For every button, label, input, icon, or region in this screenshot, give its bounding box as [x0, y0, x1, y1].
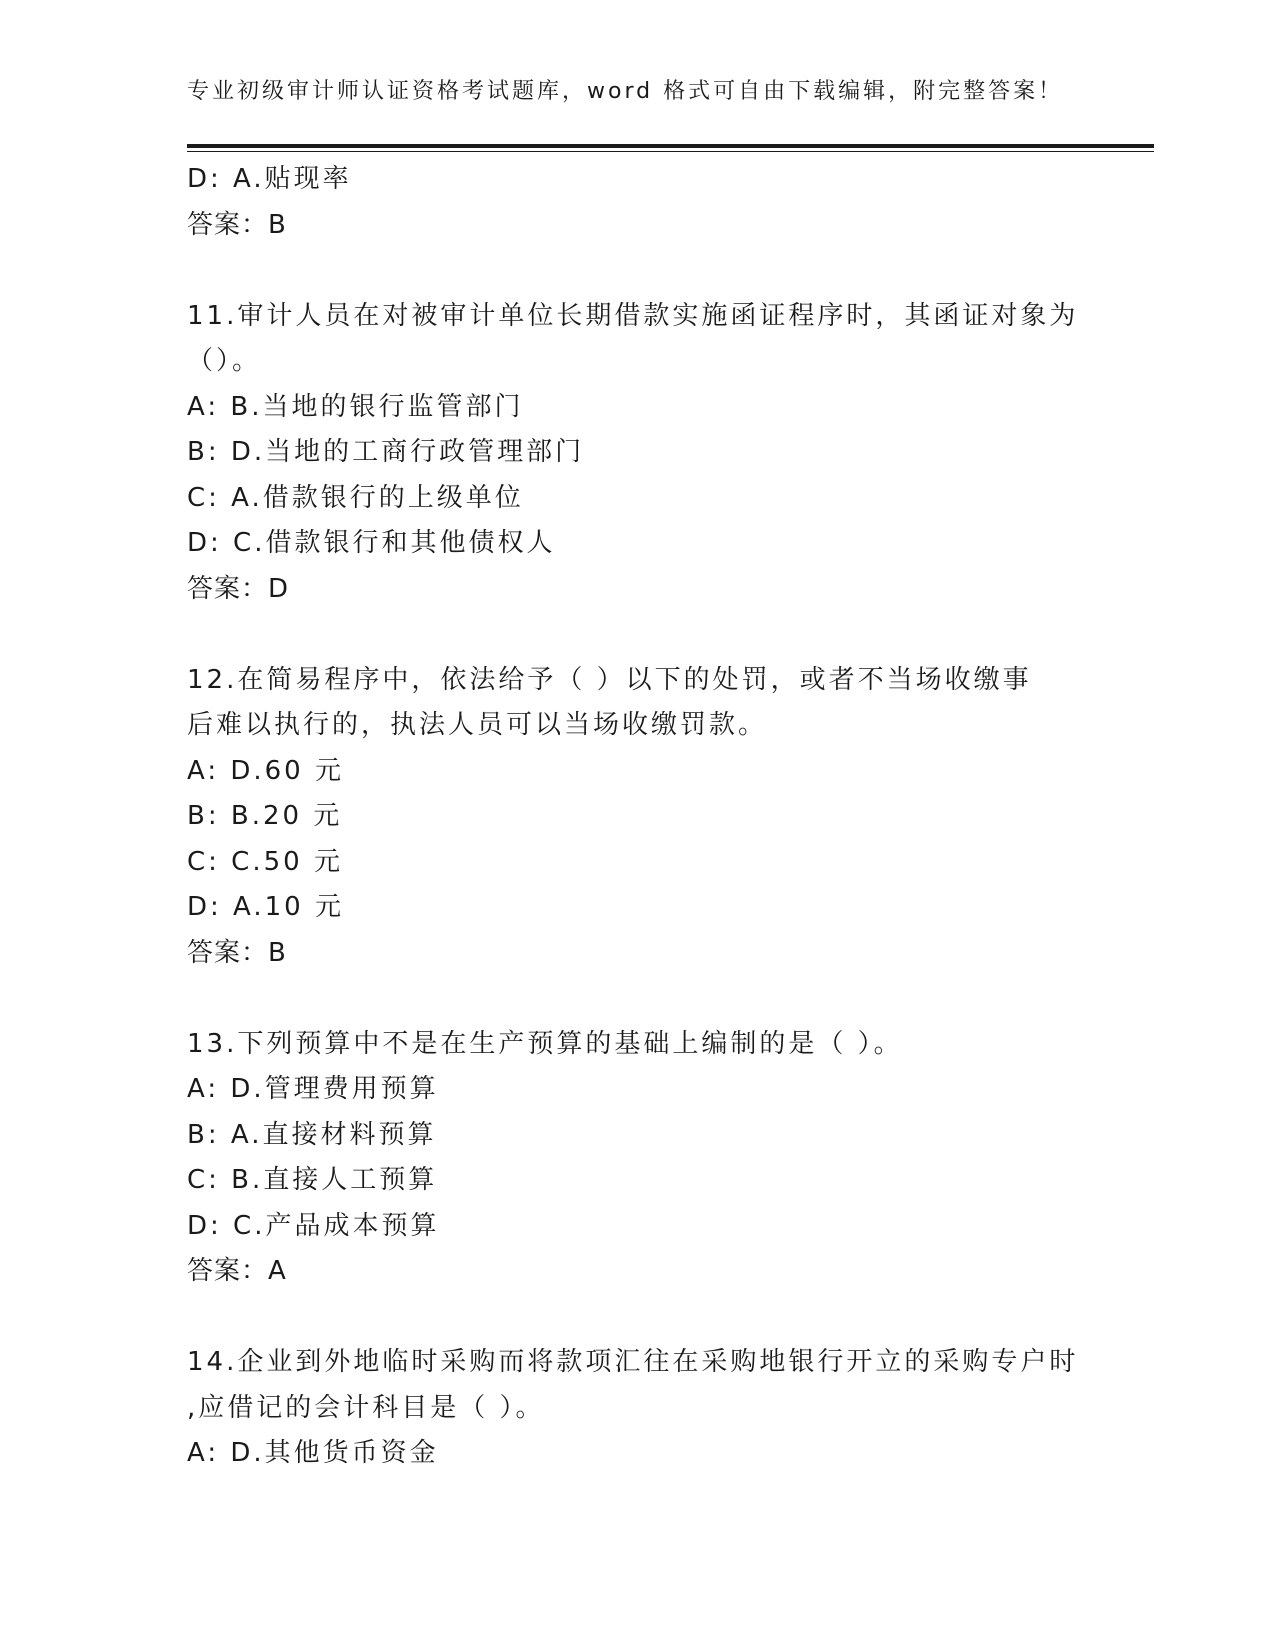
answer-label: 答案： [187, 573, 269, 604]
answer-value: B [268, 209, 286, 240]
question-stem: ,应借记的会计科目是（ ）。 [187, 1392, 545, 1423]
option-line: C: A.借款银行的上级单位 [187, 482, 524, 513]
option-line: C: B.直接人工预算 [187, 1165, 438, 1195]
spacer [187, 976, 1087, 1022]
question-stem: 14.企业到外地临时采购而将款项汇往在采购地银行开立的采购专户时 [187, 1347, 1079, 1377]
header-rule-thick [187, 144, 1154, 148]
answer-line [187, 1249, 1087, 1295]
answer-line [187, 567, 1087, 613]
spacer [187, 612, 1087, 658]
header-rule-thin [187, 151, 1154, 152]
option-line: C: C.50 元 [187, 846, 343, 877]
spacer [187, 248, 1087, 294]
option-line: B: D.当地的工商行政管理部门 [187, 437, 585, 467]
option-line: A: D.60 元 [187, 755, 344, 786]
question-stem: （）。 [187, 346, 262, 376]
answer-label: 答案： [187, 209, 269, 240]
answer-value: A [268, 1256, 286, 1286]
option-line: B: A.直接材料预算 [187, 1119, 437, 1150]
answer-value: B [268, 937, 286, 968]
question-stem: 11.审计人员在对被审计单位长期借款实施函证程序时，其函证对象为 [187, 300, 1079, 331]
question-stem: 13.下列预算中不是在生产预算的基础上编制的是（ ）。 [187, 1028, 903, 1059]
answer-label: 答案： [187, 1256, 269, 1286]
answer-line [187, 931, 1087, 977]
question-stem: 后难以执行的，执法人员可以当场收缴罚款。 [187, 710, 768, 740]
page-header: 专业初级审计师认证资格考试题库，word 格式可自由下载编辑，附完整答案！ [187, 79, 1064, 104]
option-line: D: C.借款银行和其他债权人 [187, 528, 556, 558]
spacer [187, 1295, 1087, 1341]
option-line: A: B.当地的银行监管部门 [187, 391, 524, 422]
question-stem: 12.在简易程序中，依法给予（ ）以下的处罚，或者不当场收缴事 [187, 664, 1032, 695]
answer-line [187, 203, 1087, 249]
option-line: D: A.贴现率 [187, 164, 352, 194]
question-list [187, 157, 1087, 1477]
option-line: A: D.其他货币资金 [187, 1438, 439, 1468]
option-line: D: C.产品成本预算 [187, 1210, 440, 1241]
option-line: A: D.管理费用预算 [187, 1074, 439, 1104]
answer-value: D [268, 573, 289, 604]
option-line: D: A.10 元 [187, 892, 344, 922]
option-line: B: B.20 元 [187, 801, 343, 831]
answer-label: 答案： [187, 937, 269, 968]
